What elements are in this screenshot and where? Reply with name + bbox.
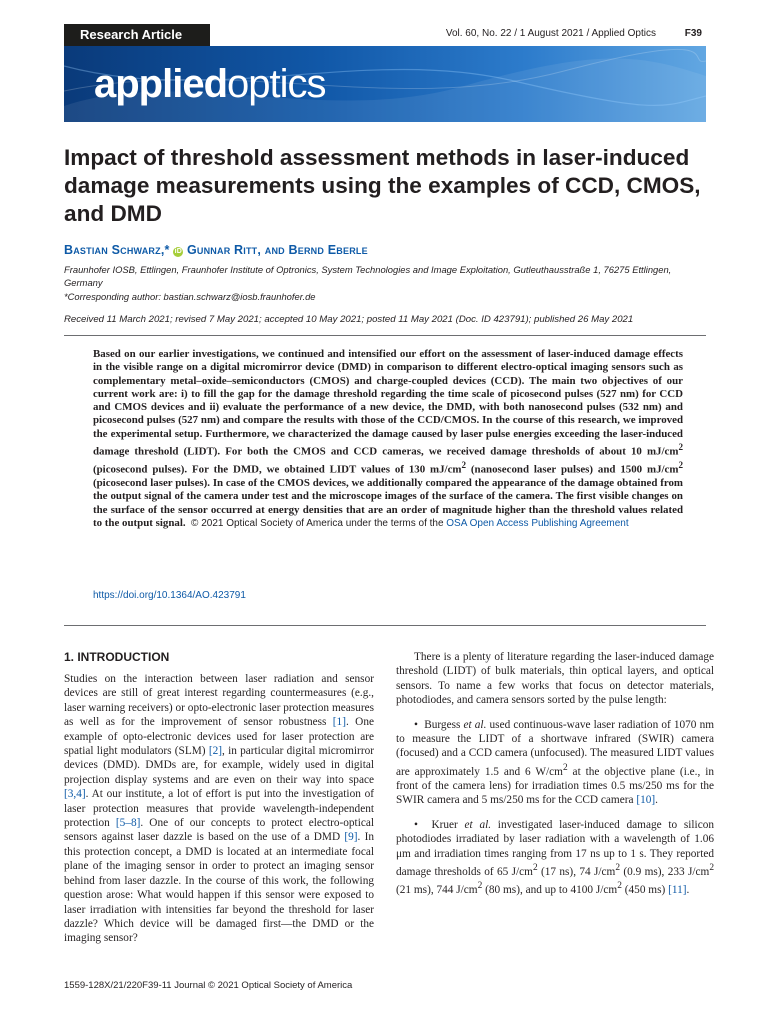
journal-info: Vol. 60, No. 22 / 1 August 2021 / Applied Optics xyxy=(445,28,656,39)
orcid-icon[interactable]: iD xyxy=(174,248,182,255)
abstract: Based on our earlier investigations, we continued and intensified our effort on the assessment of laser-induced damage effects in the visible range on a digital micromirror device (DMD) in comparison to different electro-optical imaging sensors such as complementary metal–oxide–semiconductors (CMOS) and charge-coupled devices (CCD). The main two objectives of our current work are: i) to fill the gap for the damage threshold regarding the time scale of picosecond pulses (527 nm) for CCD and CMOS devices and ii) evaluate the performance of a new device, the DMD, with both nanosecond pulses (532 nm) and picosecond pulses (527 nm) and compare the results with those of the CCD/CMOS. In the course of this research, we improved the experimental setup. Furthermore, we characterized the damage caused by laser pulse energies exceeding the laser-induced damage threshold (LIDT). For both the CMOS and CCD cameras, we received damage thresholds of about 10 $mJ/cm^2$ (picosecond pulses). For the DMD, we obtained LIDT values of 130 $mJ/cm^2$ (nanosecond laser pulses) and 1500 $mJ/cm^2$ (picosecond laser pulses). In case of the CMOS devices, we additionally compared the appearance of the damage obtained from the output signal of the camera under test and the microscope images of the surface of the camera. The first visible changes on the surface of the sensor occurred at energy densities that are an order of magnitude higher than the threshold values related to the output signal. © 2021 Optical Society of America under the terms of the OSA Open Access Publishing Agreement xyxy=(93,348,683,529)
article-title: Impact of threshold assessment methods in laser-induced damage measurements using the examples of CCD, CMOS, and DMD xyxy=(64,145,701,226)
bullet-burgess: • Burgess et al. used continuous-wave laser radiation of 1070 nm to measure the LIDT of a shortwave infrared (SWIR) camera (focused) and a CCD camera (unfocused). The measured LIDT values are approximately 1.5 and 6 $W/cm^2$ at the objective plane (i.e., in front of the camera lens) for irradiation times 0.5 ms/250 ms for the SWIR camera and 5 ms/250 ms for the CCD camera [10]. xyxy=(396,718,715,807)
intro-paragraph: Studies on the interaction between laser radiation and sensor devices are still of great interest regarding countermeasures (e.g., laser warning receivers) or opto-electronic laser protection measures as well as for the improvement of sensor robustness [1]. One example of opto-electronic devices used for laser protection are spatial light modulators (SLM) [2], in particular digital micromirror devices (DMD). DMDs are, for example, widely used in digital projection display systems and are even on their way into space [3,4]. At our institute, a lot of effort is put into the investigation of laser protection measures that provide wavelength-independent protection [5–8]. One of our concepts to protect electro-optical sensors against laser dazzle is based on the use of a DMD [9]. In this protection concept, a DMD is located at an intermediate focal plane of the imaging sensor in order to protect an imaging sensor behind from laser dazzle. In the course of this work, the following question arose: What would happen if this sensor were exposed to laser irradiation with intensities far beyond the threshold for laser dazzle? Which device will be damaged first—the DMD or the imaging sensor? xyxy=(64,673,374,945)
literature-paragraph: There is a plenty of literature regarding the laser-induced damage threshold (LIDT) of bulk materials, thin optical layers, and optical sensors. To name a few works that focus on detector materials, photodiodes, and camera sensors sorted by the pulse length: xyxy=(396,651,714,707)
journal-logo: appliedoptics xyxy=(94,62,326,106)
ref-link[interactable]: [5–8] xyxy=(115,817,141,830)
author-3[interactable]: Bernd Eberle xyxy=(288,243,368,257)
author-2[interactable]: Gunnar Ritt, xyxy=(186,243,262,257)
license-link[interactable]: OSA Open Access Publishing Agreement xyxy=(446,517,629,529)
article-type-badge: Research Article xyxy=(64,24,210,46)
affiliation: Fraunhofer IOSB, Ettlingen, Fraunhofer Institute of Optronics, System Technologies and Image Exploitation, Gutleuthausstraße 1, 76275 Ettlingen, Germany xyxy=(64,264,672,288)
ref-link[interactable]: [2] xyxy=(208,745,222,758)
ref-link[interactable]: [1] xyxy=(332,716,346,729)
divider-top xyxy=(64,335,706,336)
and-word: and xyxy=(264,243,285,257)
page-number: F39 xyxy=(684,28,702,39)
ref-link[interactable]: [3,4] xyxy=(64,788,86,801)
corresponding-author: *Corresponding author: bastian.schwarz@iosb.fraunhofer.de xyxy=(64,291,316,302)
column-left xyxy=(64,672,374,946)
section-heading: 1. INTRODUCTION xyxy=(64,650,170,664)
divider-bottom xyxy=(64,625,706,626)
received-dates: Received 11 March 2021; revised 7 May 2021; accepted 10 May 2021; posted 11 May 2021 (Doc. ID 423791); published 26 May 2021 xyxy=(64,314,634,325)
ref-link[interactable]: [11] xyxy=(668,883,687,896)
top-bar xyxy=(64,24,706,46)
journal-banner xyxy=(64,46,706,122)
doi-link[interactable]: https://doi.org/10.1364/AO.423791 xyxy=(93,590,246,601)
author-mark: * xyxy=(164,243,170,257)
page-footer: 1559-128X/21/220F39-11 Journal © 2021 Optical Society of America xyxy=(64,980,353,991)
bullet-kruer: • Kruer et al. investigated laser-induced damage to silicon photodiodes irradiated by laser radiation with a wavelength of 1.06 μm and irradiation times ranging from 17 ns up to 1 s. They reported damage thresholds of 65 $J/cm^2$ (17 ns), 74 $J/cm^2$ (0.9 ms), 233 $J/cm^2$ (21 ms), 744 $J/cm^2$ (80 ms), and up to 4100 $J/cm^2$ (450 ms) [11]. xyxy=(396,818,715,896)
author-1[interactable]: Bastian Schwarz, xyxy=(64,243,165,257)
copyright-notice: © 2021 Optical Society of America under the terms of the xyxy=(191,517,444,529)
ref-link[interactable]: [10] xyxy=(636,794,656,807)
ref-link[interactable]: [9] xyxy=(344,831,358,844)
column-right xyxy=(396,650,714,897)
author-list xyxy=(64,243,368,257)
